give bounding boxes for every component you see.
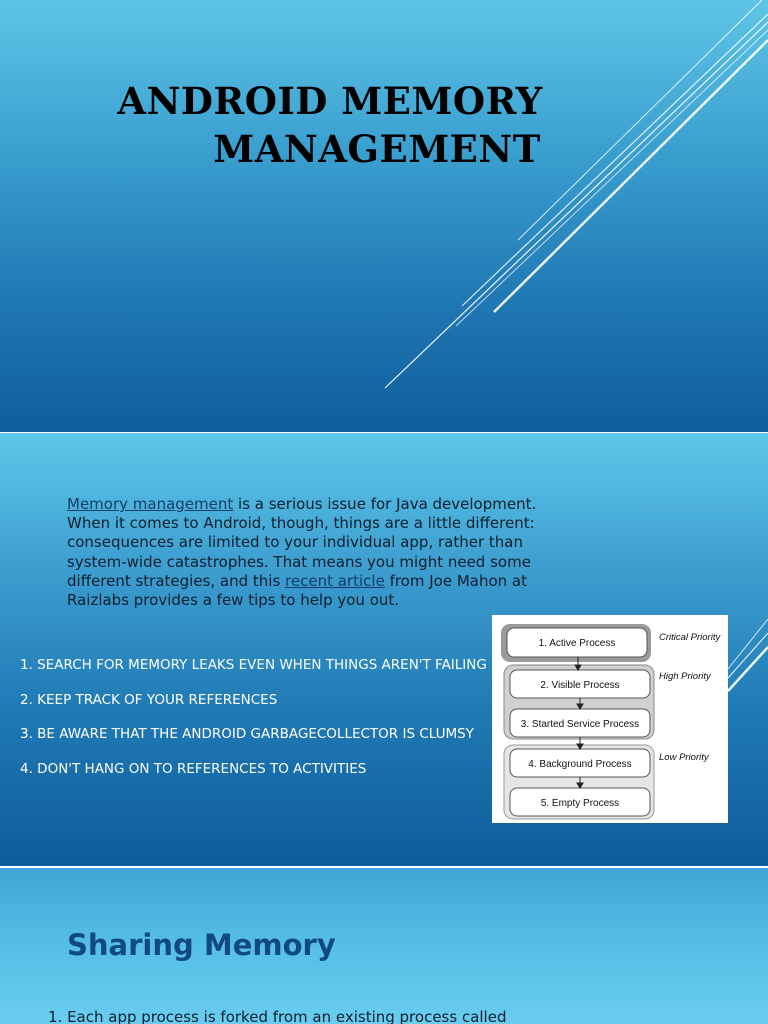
section-title: Sharing Memory	[67, 928, 336, 962]
intro-paragraph	[67, 495, 577, 610]
title-slide	[0, 0, 768, 432]
process-label: 3. Started Service Process	[520, 719, 640, 730]
process-priority-diagram	[492, 615, 728, 823]
tip-item: 1. SEARCH FOR MEMORY LEAKS EVEN WHEN THINGS AREN'T FAILING	[20, 657, 487, 673]
title-line-2: MANAGEMENT	[213, 126, 541, 171]
diagram-svg	[492, 615, 728, 823]
priority-label: Critical Priority	[659, 632, 721, 643]
process-label: 1. Active Process	[538, 638, 616, 649]
content-slide	[0, 433, 768, 866]
priority-label: Low Priority	[659, 752, 709, 763]
body-text: 1. Each app process is forked from an existing process called	[48, 1008, 507, 1024]
tips-list	[20, 657, 500, 795]
tip-item: 4. DON'T HANG ON TO REFERENCES TO ACTIVITIES	[20, 760, 367, 777]
tip-item: 3. BE AWARE THAT THE ANDROID GARBAGECOLLECTOR IS CLUMSY	[20, 726, 474, 742]
para-text-1: is a serious issue for Java development. When it comes to Android, though, things are a little different: consequences are limited to your individual app, rather than system-wide catastrophes. That means you might need some different strategies, and this	[67, 495, 537, 590]
memory-management-link[interactable]: Memory management	[67, 495, 234, 513]
decorative-lines	[0, 0, 768, 432]
process-label: 5. Empty Process	[540, 798, 620, 809]
tip-item: 2. KEEP TRACK OF YOUR REFERENCES	[20, 691, 278, 708]
para-text-2: from Joe Mahon at Raizlabs provides a few tips to help you out.	[67, 571, 528, 610]
priority-label: High Priority	[659, 671, 711, 682]
process-label: 2. Visible Process	[540, 680, 620, 691]
title-line-1: ANDROID MEMORY	[117, 78, 543, 123]
presentation-title	[0, 77, 660, 173]
process-label: 4. Background Process	[528, 759, 632, 770]
sharing-memory-slide	[0, 868, 768, 1024]
recent-article-link[interactable]: recent article	[285, 571, 385, 590]
